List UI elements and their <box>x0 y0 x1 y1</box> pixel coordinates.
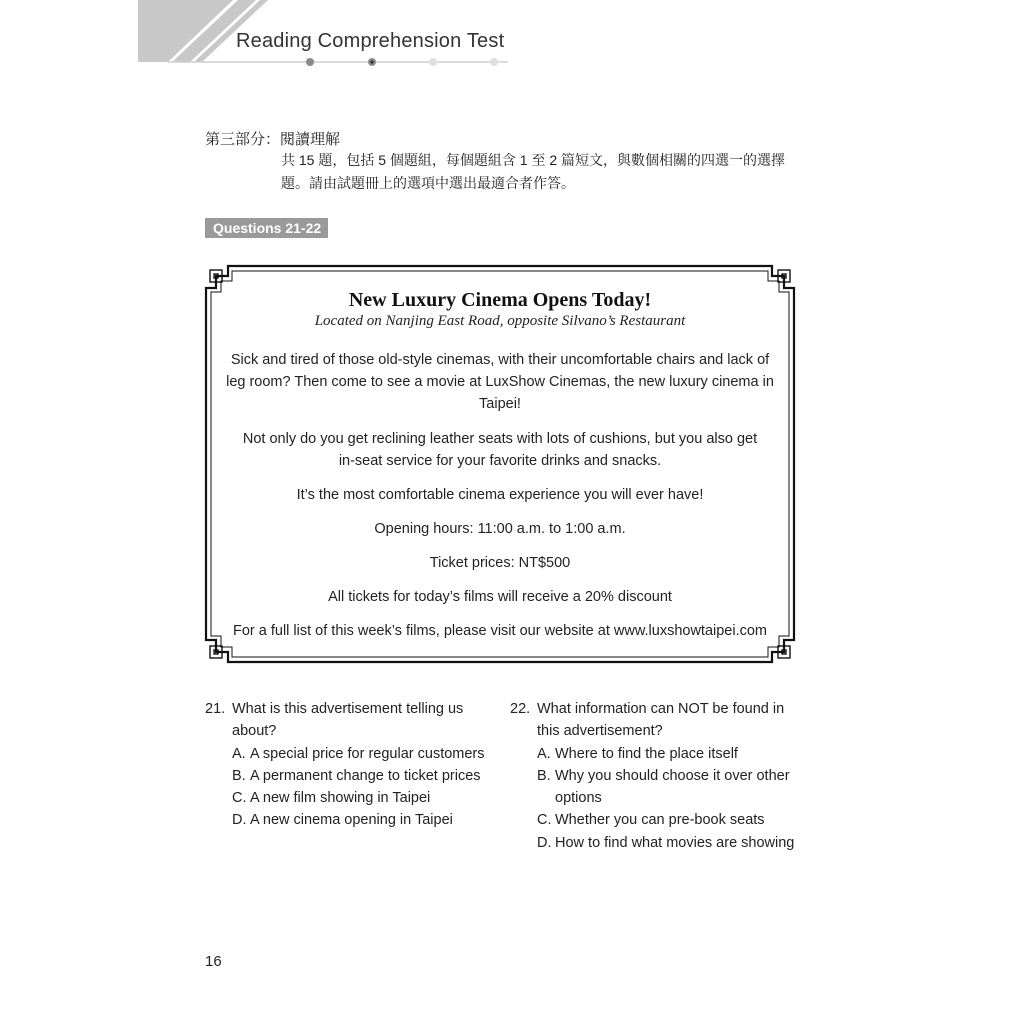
question-22 <box>510 698 800 854</box>
answer-option-d[interactable] <box>232 809 495 831</box>
option-letter: B. <box>537 767 551 784</box>
ad-ticket-prices: Ticket prices: NT$500 <box>429 555 571 571</box>
header-dot <box>490 58 498 66</box>
option-letter: D. <box>232 812 247 829</box>
question-group-tag: Questions 21-22 <box>205 218 328 238</box>
option-text: A special price for regular customers <box>250 745 485 762</box>
option-letter: A. <box>232 745 246 762</box>
question-number: 21. <box>205 701 226 717</box>
question-text: What information can NOT be found in this advertisement? <box>537 701 785 740</box>
option-letter: D. <box>537 834 552 851</box>
header-dot <box>429 58 437 66</box>
ad-discount: All tickets for today’s films will receive a 20% discount <box>328 589 672 605</box>
answer-option-c[interactable] <box>537 809 800 831</box>
answer-option-d[interactable] <box>537 832 800 854</box>
ad-subtitle: Located on Nanjing East Road, opposite Silvano’s Restaurant <box>314 313 686 329</box>
page-number: 16 <box>205 953 222 970</box>
header-title: Reading Comprehension Test <box>236 30 505 52</box>
answer-option-a[interactable] <box>537 743 800 765</box>
header-dot <box>306 58 314 66</box>
answer-options <box>537 743 800 854</box>
option-text: Why you should choose it over other options <box>555 767 790 807</box>
question-number: 22. <box>510 701 531 717</box>
answer-option-b[interactable] <box>537 765 800 810</box>
option-letter: B. <box>232 767 246 784</box>
option-text: Whether you can pre-book seats <box>555 812 765 829</box>
option-text: How to find what movies are showing <box>555 834 795 851</box>
ad-paragraph: Sick and tired of those old-style cinemas, with their uncomfortable chairs and lack of leg room? Then come to see a movie at LuxShow Cinemas, the new luxury cinema in Taipei! <box>226 352 774 412</box>
ad-website: For a full list of this week’s films, please visit our website at www.luxshowtaipei.com <box>232 623 767 639</box>
question-21 <box>205 698 495 832</box>
option-letter: C. <box>537 812 552 829</box>
option-text: A permanent change to ticket prices <box>250 767 481 784</box>
section-description: 共 15 題，包括 5 個題組，每個題組含 1 至 2 篇短文，與數個相關的四選一的選擇題。請由試題冊上的選項中選出最適合者作答。 <box>281 152 786 191</box>
option-text: A new film showing in Taipei <box>250 790 431 807</box>
advertisement <box>222 284 778 642</box>
ad-title: New Luxury Cinema Opens Today! <box>348 289 652 311</box>
option-text: A new cinema opening in Taipei <box>250 812 453 829</box>
option-text: Where to find the place itself <box>555 745 738 762</box>
question-text: What is this advertisement telling us about? <box>232 701 464 740</box>
answer-option-b[interactable] <box>232 765 495 787</box>
answer-option-c[interactable] <box>232 787 495 809</box>
ad-opening-hours: Opening hours: 11:00 a.m. to 1:00 a.m. <box>374 521 626 537</box>
ad-paragraph: Not only do you get reclining leather seats with lots of cushions, but you also get in-seat service for your favorite drinks and snacks. <box>242 431 758 469</box>
option-letter: A. <box>537 745 551 762</box>
section-heading: 第三部分：閱讀理解 <box>205 131 341 148</box>
ad-paragraph: It’s the most comfortable cinema experience you will ever have! <box>296 487 704 503</box>
answer-options <box>232 743 495 832</box>
answer-option-a[interactable] <box>232 743 495 765</box>
option-letter: C. <box>232 790 247 807</box>
